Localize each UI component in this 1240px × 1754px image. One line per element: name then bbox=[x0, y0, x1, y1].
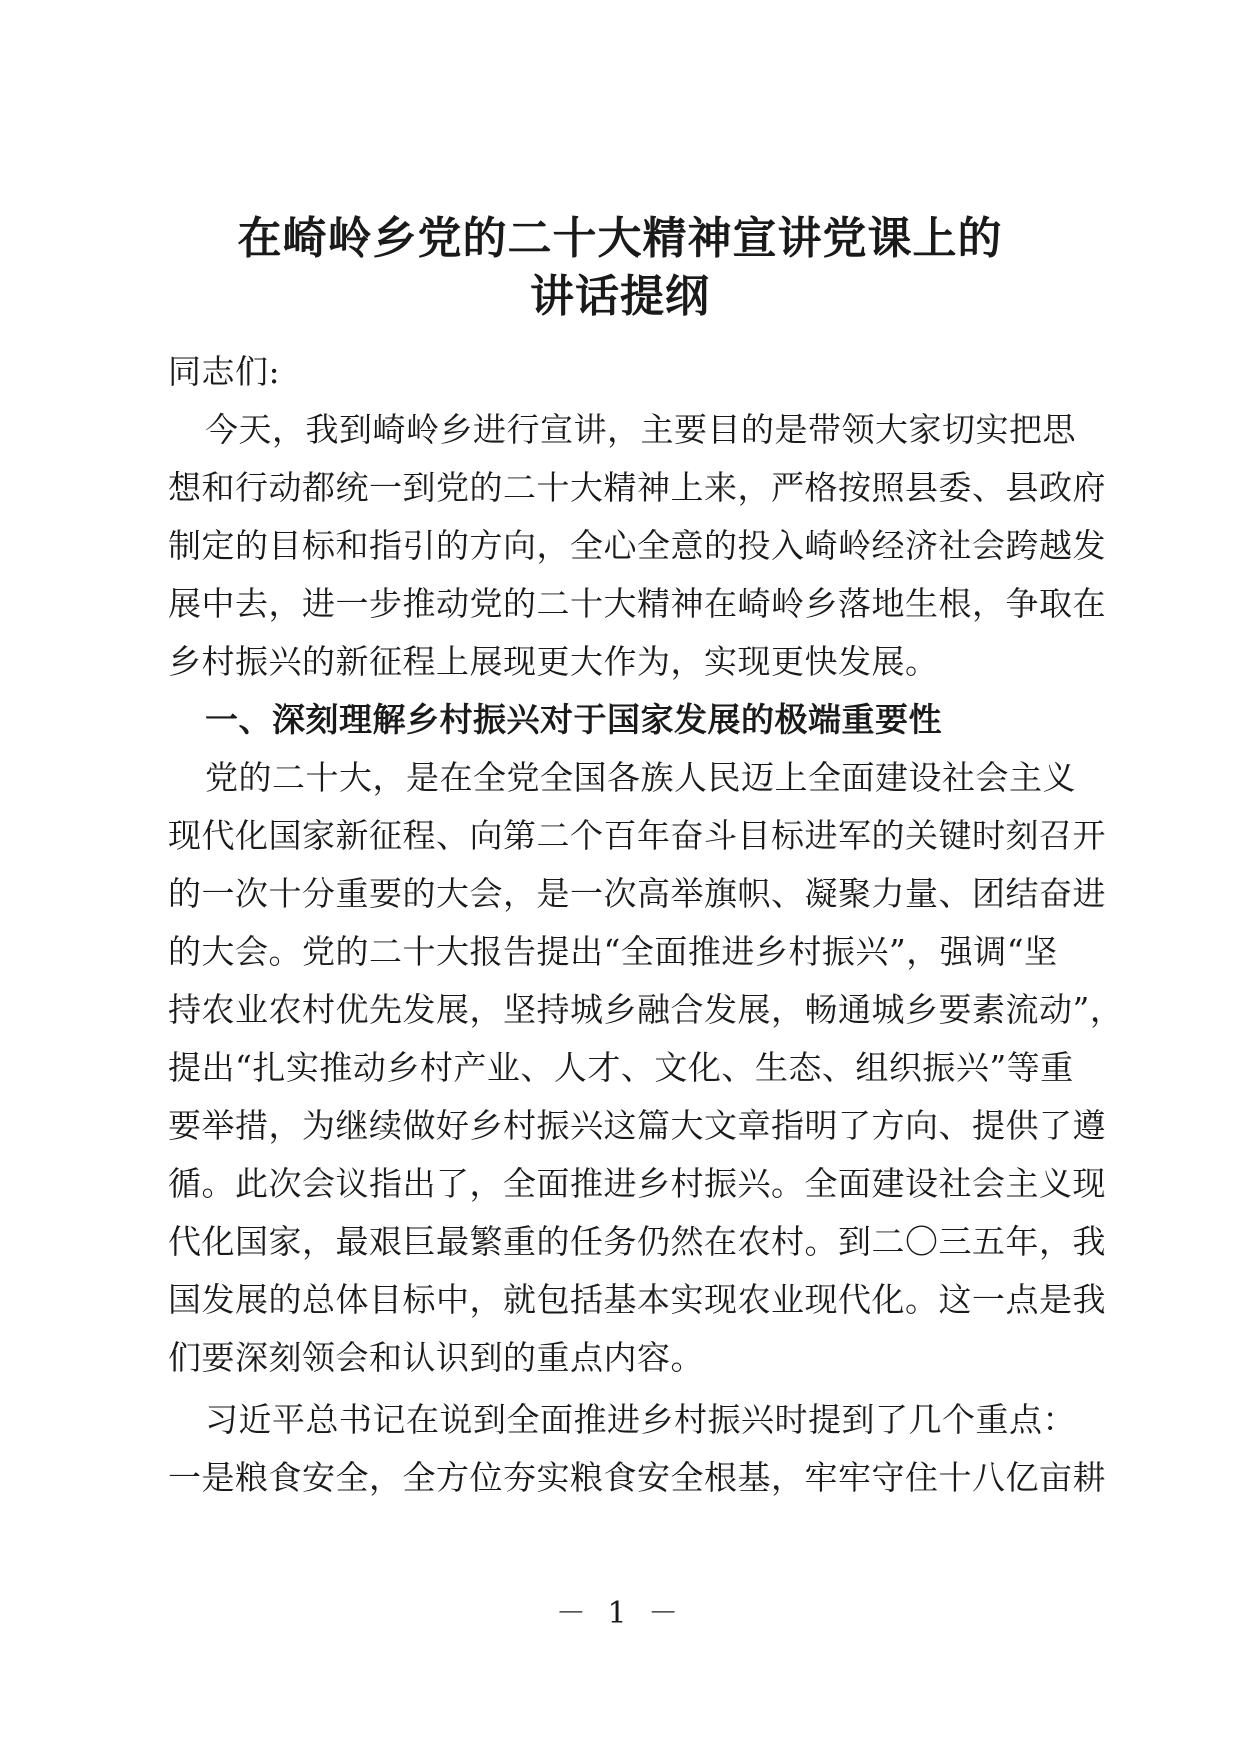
paragraph-line: 持农业农村优先发展，坚持城乡融合发展，畅通城乡要素流动”， bbox=[168, 990, 1124, 1029]
paragraph-line: 想和行动都统一到党的二十大精神上来，严格按照县委、县政府 bbox=[168, 468, 1106, 507]
salutation: 同志们: bbox=[168, 352, 281, 391]
document-title-line-2: 讲话提纲 bbox=[530, 271, 710, 322]
paragraph-line: 的一次十分重要的大会，是一次高举旗帜、凝聚力量、团结奋进 bbox=[168, 874, 1106, 913]
paragraph-line: 要举措，为继续做好乡村振兴这篇大文章指明了方向、提供了遵 bbox=[168, 1106, 1106, 1145]
paragraph-line: 现代化国家新征程、向第二个百年奋斗目标进军的关键时刻召开 bbox=[168, 816, 1106, 855]
paragraph-line: 制定的目标和指引的方向，全心全意的投入崎岭经济社会跨越发 bbox=[168, 526, 1106, 565]
paragraph-line: 一是粮食安全，全方位夯实粮食安全根基，牢牢守住十八亿亩耕 bbox=[168, 1458, 1106, 1497]
paragraph-line: 乡村振兴的新征程上展现更大作为，实现更快发展。 bbox=[168, 642, 939, 681]
document-title-line-1: 在崎岭乡党的二十大精神宣讲党课上的 bbox=[237, 213, 1003, 264]
page-number: － 1 － bbox=[555, 1596, 685, 1631]
section-heading: 一、深刻理解乡村振兴对于国家发展的极端重要性 bbox=[205, 700, 942, 739]
paragraph-line: 的大会。党的二十大报告提出“全面推进乡村振兴”，强调“坚 bbox=[168, 932, 1058, 971]
paragraph-line: 习近平总书记在说到全面推进乡村振兴时提到了几个重点： bbox=[205, 1400, 1076, 1439]
paragraph-line: 党的二十大，是在全党全国各族人民迈上全面建设社会主义 bbox=[205, 758, 1076, 797]
paragraph-line: 今天，我到崎岭乡进行宣讲，主要目的是带领大家切实把思 bbox=[205, 410, 1076, 449]
paragraph-line: 循。此次会议指出了，全面推进乡村振兴。全面建设社会主义现 bbox=[168, 1164, 1106, 1203]
paragraph-line: 展中去，进一步推动党的二十大精神在崎岭乡落地生根，争取在 bbox=[168, 584, 1106, 623]
paragraph-line: 们要深刻领会和认识到的重点内容。 bbox=[168, 1338, 704, 1377]
paragraph-line: 国发展的总体目标中，就包括基本实现农业现代化。这一点是我 bbox=[168, 1280, 1106, 1319]
paragraph-line: 提出“扎实推动乡村产业、人才、文化、生态、组织振兴”等重 bbox=[168, 1048, 1074, 1087]
paragraph-line: 代化国家，最艰巨最繁重的任务仍然在农村。到二〇三五年，我 bbox=[168, 1222, 1106, 1261]
